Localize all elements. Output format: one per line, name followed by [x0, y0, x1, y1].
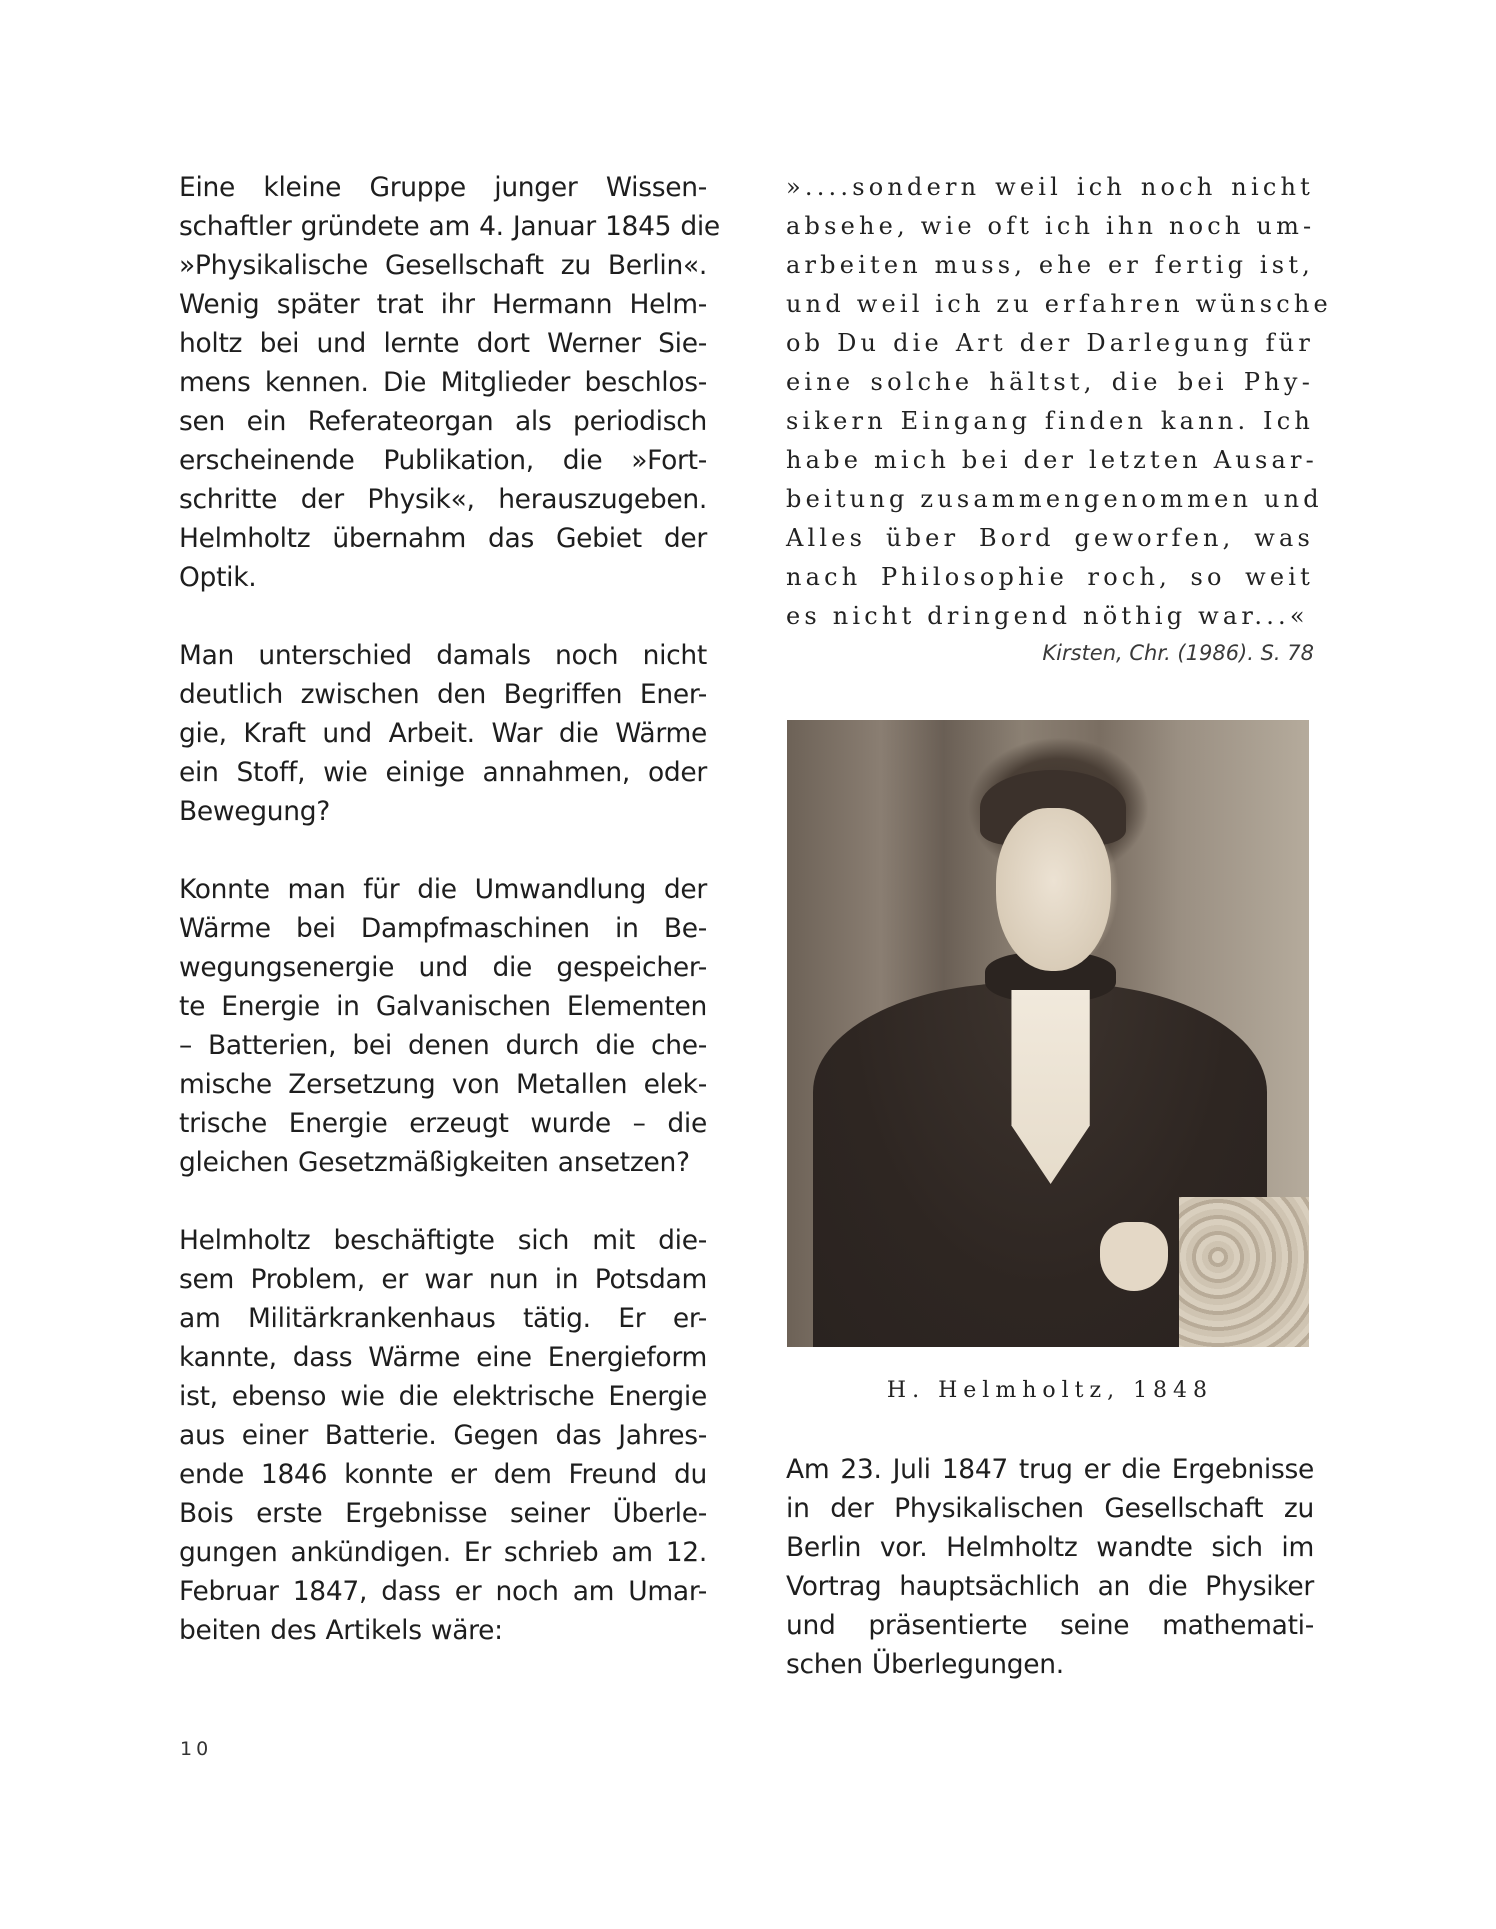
text-line: ende 1846 konnte er dem Freund du: [179, 1459, 707, 1490]
text-line: mens kennen. Die Mitglieder beschlos-: [179, 367, 707, 398]
text-line: gie, Kraft und Arbeit. War die Wärme: [179, 718, 707, 749]
photo-chair: [1179, 1197, 1310, 1347]
quote-line: beitung zusammengenommen und: [786, 485, 1323, 513]
text-line: Wenig später trat ihr Hermann Helm-: [179, 289, 707, 320]
text-line: Bewegung?: [179, 796, 331, 827]
text-line: schritte der Physik«, herauszugeben.: [179, 484, 707, 515]
text-line: te Energie in Galvanischen Elementen: [179, 991, 707, 1022]
quote-line: arbeiten muss, ehe er fertig ist,: [786, 251, 1314, 279]
photo-hand: [1100, 1222, 1168, 1291]
quote-line: es nicht dringend nöthig war...«: [786, 602, 1309, 630]
paragraph-lecture: [786, 1450, 1314, 1684]
paragraph-concepts: [179, 636, 707, 831]
text-line: Optik.: [179, 562, 257, 593]
letter-quote: [786, 168, 1332, 636]
text-line: – Batterien, bei denen durch die che-: [179, 1030, 707, 1061]
text-line: schen Überlegungen.: [786, 1649, 1064, 1680]
quote-line: sikern Eingang finden kann. Ich: [786, 407, 1314, 435]
text-line: »Physikalische Gesellschaft zu Berlin«.: [179, 250, 707, 281]
quote-line: eine solche hältst, die bei Phy-: [786, 368, 1314, 396]
text-line: Wärme bei Dampfmaschinen in Be-: [179, 913, 707, 944]
text-line: Helmholtz beschäftigte sich mit die-: [179, 1225, 707, 1256]
text-line: sem Problem, er war nun in Potsdam: [179, 1264, 707, 1295]
quote-line: ob Du die Art der Darlegung für: [786, 329, 1314, 357]
text-line: Bois erste Ergebnisse seiner Überle-: [179, 1498, 707, 1529]
text-line: Konnte man für die Umwandlung der: [179, 874, 707, 905]
text-line: deutlich zwischen den Begriffen Ener-: [179, 679, 707, 710]
text-line: erscheinende Publikation, die »Fort-: [179, 445, 707, 476]
text-line: ein Stoff, wie einige annahmen, oder: [179, 757, 707, 788]
text-line: holtz bei und lernte dort Werner Sie-: [179, 328, 707, 359]
text-line: aus einer Batterie. Gegen das Jahres-: [179, 1420, 707, 1451]
text-line: gungen ankündigen. Er schrieb am 12.: [179, 1537, 707, 1568]
text-line: und präsentierte seine mathemati-: [786, 1610, 1314, 1641]
paragraph-potsdam: [179, 1221, 707, 1650]
page-number: 10: [180, 1738, 213, 1760]
left-column: [179, 168, 720, 1650]
quote-line: nach Philosophie roch, so weit: [786, 563, 1314, 591]
text-line: ist, ebenso wie die elektrische Energie: [179, 1381, 707, 1412]
photo-face: [996, 808, 1111, 971]
quote-line: Alles über Bord geworfen, was: [786, 524, 1314, 552]
text-line: sen ein Referateorgan als periodisch: [179, 406, 707, 437]
text-line: Man unterschied damals noch nicht: [179, 640, 707, 671]
quote-line: habe mich bei der letzten Ausar-: [786, 446, 1318, 474]
paragraph-founding: [179, 168, 720, 597]
text-line: beiten des Artikels wäre:: [179, 1615, 503, 1646]
text-line: Berlin vor. Helmholtz wandte sich im: [786, 1532, 1314, 1563]
text-line: am Militärkrankenhaus tätig. Er er-: [179, 1303, 707, 1334]
quote-line: absehe, wie oft ich ihn noch um-: [786, 212, 1316, 240]
text-line: Vortrag hauptsächlich an die Physiker: [786, 1571, 1314, 1602]
text-line: Am 23. Juli 1847 trug er die Ergebnisse: [786, 1454, 1314, 1485]
text-line: Eine kleine Gruppe junger Wissen-: [179, 172, 707, 203]
text-line: in der Physikalischen Gesellschaft zu: [786, 1493, 1314, 1524]
portrait-photo: [787, 720, 1309, 1347]
text-line: wegungsenergie und die gespeicher-: [179, 952, 707, 983]
text-line: schaftler gründete am 4. Januar 1845 die: [179, 211, 720, 242]
text-line: trische Energie erzeugt wurde – die: [179, 1108, 707, 1139]
text-line: mische Zersetzung von Metallen elek-: [179, 1069, 707, 1100]
right-column: [786, 168, 1332, 668]
photo-caption: H. Helmholtz, 1848: [886, 1378, 1214, 1403]
text-line: Februar 1847, dass er noch am Umar-: [179, 1576, 707, 1607]
quote-line: »....sondern weil ich noch nicht: [786, 173, 1314, 201]
quote-citation: Kirsten, Chr. (1986). S. 78: [1042, 641, 1314, 665]
text-line: Helmholtz übernahm das Gebiet der: [179, 523, 707, 554]
paragraph-conversion: [179, 870, 707, 1182]
quote-line: und weil ich zu erfahren wünsche: [786, 290, 1332, 318]
right-column-lower: [786, 1450, 1314, 1684]
text-line: kannte, dass Wärme eine Energieform: [179, 1342, 707, 1373]
text-line: gleichen Gesetzmäßigkeiten ansetzen?: [179, 1147, 690, 1178]
